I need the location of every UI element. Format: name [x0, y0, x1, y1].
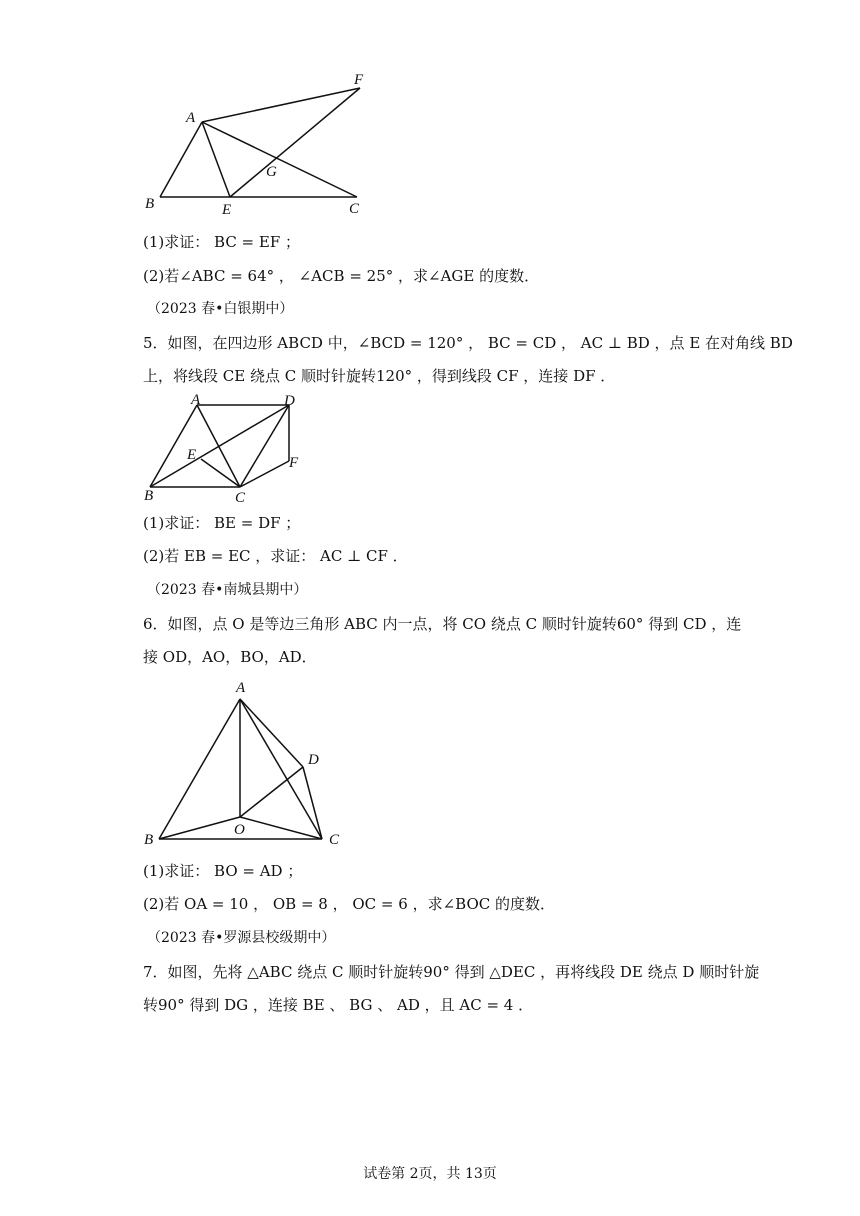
- label-A: A: [191, 392, 201, 408]
- label-E: E: [187, 447, 197, 463]
- q6-source: （2023 春•罗源县校级期中）: [147, 930, 336, 946]
- q4-part1: (1)求证： BC = EF ；: [143, 233, 301, 251]
- q6-part1: (1)求证： BO = AD ；: [143, 862, 303, 880]
- label-A: A: [186, 110, 196, 126]
- label-B: B: [144, 488, 154, 504]
- label-D: D: [308, 752, 319, 768]
- figure-3-equilateral-triangle: [0, 672, 860, 852]
- q5-source: （2023 春•南城县期中）: [147, 582, 308, 598]
- q5-part1: (1)求证： BE = DF ；: [143, 514, 301, 532]
- label-D: D: [284, 393, 295, 409]
- label-A: A: [236, 680, 246, 696]
- label-O: O: [234, 822, 245, 838]
- q5-part2: (2)若 EB = EC ，求证： AC ⊥ CF ．: [143, 547, 408, 565]
- q7-stem-line1: 7．如图，先将 △ABC 绕点 C 顺时针旋转90° 得到 △DEC ，再将线段 DE 绕点 D 顺时针旋: [143, 963, 760, 981]
- label-F: F: [354, 72, 364, 88]
- q4-part2: (2)若∠ABC = 64° ， ∠ACB = 25° ，求∠AGE 的度数．: [143, 267, 540, 285]
- label-C: C: [329, 832, 340, 848]
- label-B: B: [144, 832, 154, 848]
- label-C: C: [235, 490, 246, 506]
- figure-1-triangle: [0, 0, 860, 230]
- q7-stem-line2: 转90° 得到 DG ，连接 BE 、 BG 、 AD ，且 AC = 4 ．: [143, 996, 534, 1014]
- figure-2-quadrilateral: [0, 388, 860, 508]
- q6-stem-line1: 6．如图，点 O 是等边三角形 ABC 内一点，将 CO 绕点 C 顺时针旋转60° 得到 CD ，连: [143, 615, 742, 633]
- label-F: F: [289, 455, 299, 471]
- q4-source: （2023 春•白银期中）: [147, 301, 294, 317]
- page-footer: 试卷第 2页，共 13页: [363, 1166, 497, 1182]
- label-B: B: [145, 196, 155, 212]
- q6-stem-line2: 接 OD，AO，BO，AD．: [143, 648, 317, 666]
- label-C: C: [349, 201, 360, 217]
- q5-stem-line1: 5．如图，在四边形 ABCD 中，∠BCD = 120° ， BC = CD ， AC ⊥ BD ，点 E 在对角线 BD: [143, 334, 793, 352]
- q5-stem-line2: 上，将线段 CE 绕点 C 顺时针旋转120° ，得到线段 CF ，连接 DF ．: [143, 367, 616, 385]
- q6-part2: (2)若 OA = 10 ， OB = 8 ， OC = 6 ，求∠BOC 的度数．: [143, 895, 555, 913]
- label-E: E: [222, 202, 232, 218]
- label-G: G: [266, 164, 277, 180]
